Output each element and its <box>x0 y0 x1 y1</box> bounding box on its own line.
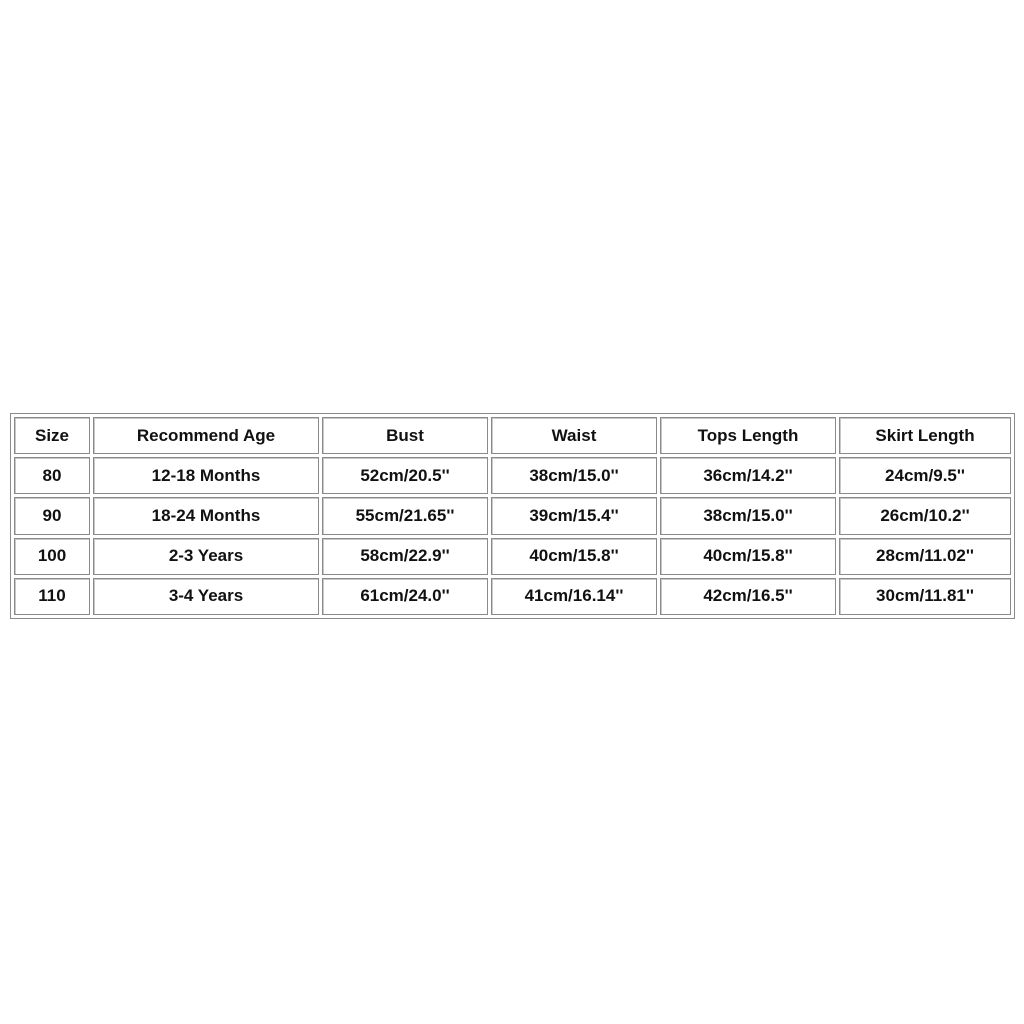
table-header-row <box>14 417 1011 454</box>
cell-size: 90 <box>14 497 90 534</box>
cell-recommend-age: 12-18 Months <box>93 457 319 494</box>
cell-skirt-length: 28cm/11.02'' <box>839 538 1011 575</box>
header-bust: Bust <box>322 417 488 454</box>
header-skirt-length: Skirt Length <box>839 417 1011 454</box>
table-row <box>14 497 1011 534</box>
size-chart-table <box>10 413 1015 619</box>
cell-bust: 55cm/21.65'' <box>322 497 488 534</box>
cell-tops-length: 40cm/15.8'' <box>660 538 836 575</box>
cell-bust: 61cm/24.0'' <box>322 578 488 615</box>
header-waist: Waist <box>491 417 657 454</box>
cell-waist: 41cm/16.14'' <box>491 578 657 615</box>
cell-bust: 58cm/22.9'' <box>322 538 488 575</box>
header-recommend-age: Recommend Age <box>93 417 319 454</box>
table-row <box>14 457 1011 494</box>
cell-size: 110 <box>14 578 90 615</box>
cell-size: 100 <box>14 538 90 575</box>
cell-waist: 39cm/15.4'' <box>491 497 657 534</box>
table-row <box>14 538 1011 575</box>
cell-tops-length: 36cm/14.2'' <box>660 457 836 494</box>
cell-waist: 40cm/15.8'' <box>491 538 657 575</box>
cell-skirt-length: 30cm/11.81'' <box>839 578 1011 615</box>
table-row <box>14 578 1011 615</box>
cell-tops-length: 38cm/15.0'' <box>660 497 836 534</box>
cell-waist: 38cm/15.0'' <box>491 457 657 494</box>
header-tops-length: Tops Length <box>660 417 836 454</box>
cell-skirt-length: 26cm/10.2'' <box>839 497 1011 534</box>
cell-recommend-age: 3-4 Years <box>93 578 319 615</box>
cell-recommend-age: 2-3 Years <box>93 538 319 575</box>
cell-recommend-age: 18-24 Months <box>93 497 319 534</box>
cell-skirt-length: 24cm/9.5'' <box>839 457 1011 494</box>
cell-size: 80 <box>14 457 90 494</box>
cell-tops-length: 42cm/16.5'' <box>660 578 836 615</box>
header-size: Size <box>14 417 90 454</box>
cell-bust: 52cm/20.5'' <box>322 457 488 494</box>
